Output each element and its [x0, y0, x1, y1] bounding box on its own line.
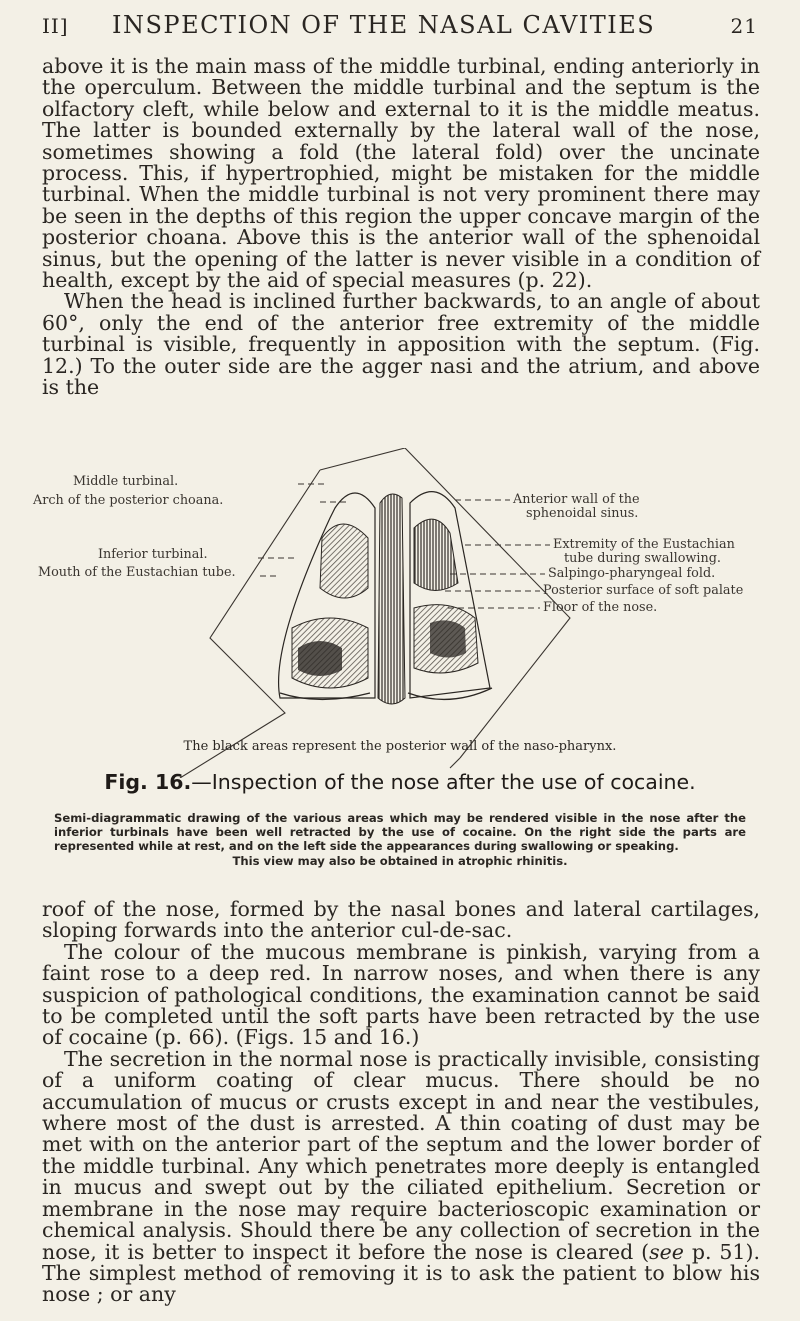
label-inferior-turbinal: Inferior turbinal. [98, 547, 208, 562]
label-middle-turbinal: Middle turbinal. [73, 474, 179, 489]
label-anterior-wall-1: Anterior wall of the [513, 492, 640, 507]
figure-description-text: Semi-diagrammatic drawing of the various areas which may be rendered visible in the nose after the inferior turbinals have been well retracted by the use of cocaine. On the right side the parts are represented while at rest, and on the left side the appearances during swallowing or speaking. [54, 811, 746, 854]
paragraph-4: The colour of the mucous membrane is pinkish, varying from a faint rose to a deep red. In narrow noses, and when there is any suspicion of pathological conditions, the examination cannot be said to be completed until the soft parts have been retracted by the use of cocaine (p. 66). (Figs. 15 and 16.) [42, 939, 760, 1050]
right-choana [408, 492, 492, 700]
label-mouth-eustachian-tube: Mouth of the Eustachian tube. [38, 565, 236, 580]
paragraph-1: above it is the main mass of the middle turbinal, ending anteriorly in the operculum. Between the middle turbinal and the septum is the olfactory cleft, while below and external to it is the middle meatus. The latter is bounded externally by the lateral wall of the nose, sometimes showing a fold (the lateral fold) over the uncinate process. This, if hypertrophied, might be mistaken for the middle turbinal. When the middle turbinal is not very prominent there may be seen in the depths of this region the upper concave margin of the posterior choana. Above this is the anterior wall of the sphenoidal sinus, but the opening of the latter is never visible in a condition of health, except by the aid of special measures (p. 22). [42, 54, 760, 293]
paragraph-5-text: The secretion in the normal nose is practically invisible, consisting of a uniform coating of clear mucus. There should be no accumulation of mucus or crusts except in and near the vestibules, where most of the dust is arrested. A thin coating of dust may be met with on the anterior part of the septum and the lower border of the middle turbinal. Any which penetrates more deeply is entangled in mucus and swept out by the ciliated epithelium. Secretion or membrane in the nose may require bacterioscopic examination or chemical analysis. Should there be any collection of secretion in the nose, it is better to inspect it before the nose is cleared ( [42, 1046, 760, 1264]
paragraph-2: When the head is inclined further backwards, to an angle of about 60°, only the end of the anterior free extremity of the middle turbinal is visible, frequently in apposition with the septum. (Fig. 12.) To the outer side are the agger nasi and the atrium, and above is the [42, 289, 760, 400]
figure-note: The black areas represent the posterior wall of the naso-pharynx. [183, 739, 617, 754]
label-anterior-wall-2: sphenoidal sinus. [526, 506, 639, 521]
running-header [42, 8, 758, 48]
paragraph-5 [42, 1046, 760, 1307]
figure-label: Fig. 16. [104, 770, 192, 794]
page-title: INSPECTION OF THE NASAL CAVITIES [112, 11, 656, 39]
figure-16 [30, 448, 770, 778]
paragraph-3: roof of the nose, formed by the nasal bones and lateral cartilages, sloping forwards into the anterior cul-de-sac. [42, 897, 760, 943]
label-extremity-2: tube during swallowing. [564, 551, 721, 566]
figure-description-last: This view may also be obtained in atrophic rhinitis. [232, 853, 568, 868]
label-posterior-surface-soft-palate: Posterior surface of soft palate [543, 583, 744, 598]
label-extremity-1: Extremity of the Eustachian [553, 537, 735, 552]
chapter-number: II] [42, 14, 69, 38]
label-floor-of-nose: Floor of the nose. [543, 600, 658, 615]
label-arch-posterior-choana: Arch of the posterior choana. [33, 493, 224, 508]
body-text-top [42, 56, 760, 399]
figure-description [54, 811, 746, 868]
figure-caption-text: —Inspection of the nose after the use of cocaine. [191, 770, 696, 794]
septum [378, 494, 405, 704]
paragraph-5-tail: p. 51). The simplest method of removing it is to ask the patient to blow his nose ; or any [42, 1239, 760, 1307]
label-salpingo-pharyngeal-fold: Salpingo-pharyngeal fold. [548, 566, 716, 581]
body-text-bottom [42, 899, 760, 1306]
paragraph-5-see: see [649, 1239, 684, 1264]
left-choana [279, 493, 375, 700]
page-number: 21 [730, 14, 758, 38]
figure-caption [0, 770, 800, 794]
